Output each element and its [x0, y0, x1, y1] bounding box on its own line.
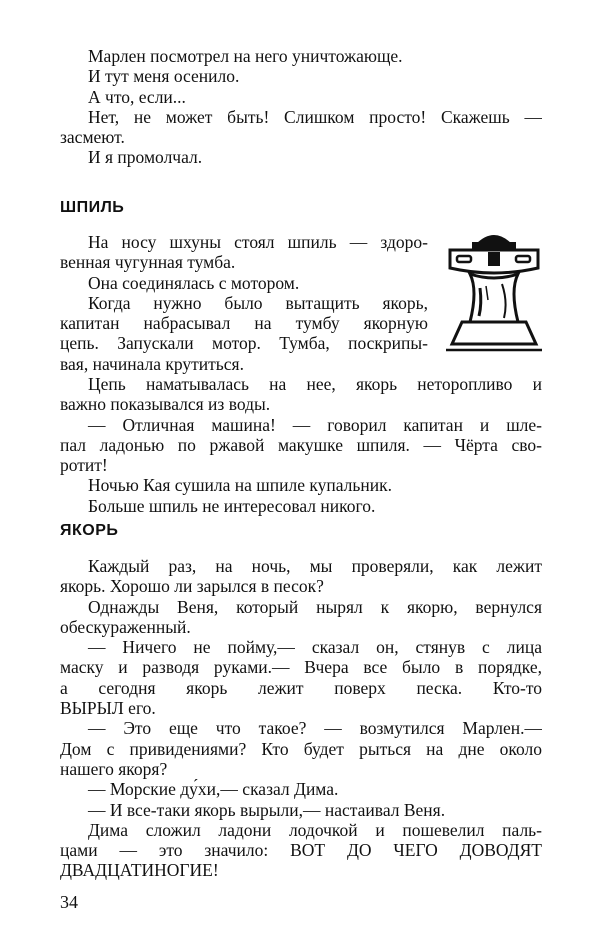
text-line: Ночью Кая сушила на шпиле купальник. [88, 475, 393, 496]
shpil-paragraphs-beside-illustration [60, 232, 428, 374]
text-line: Нет, не может быть! Слишком просто! Скажешь — [88, 106, 542, 127]
text-line: цепь. Запускали мотор. Тумба, поскрипы- [60, 333, 428, 354]
text-line: якорь. Хорошо ли зарылся в песок? [60, 576, 324, 597]
text-line: маску и разводя руками.— Вчера все было в порядке, [60, 657, 542, 678]
text-line: Дом с привидениями? Кто будет рыться на дне около [60, 738, 542, 759]
text-line: цами — это значило: ВОТ ДО ЧЕГО ДОВОДЯТ [60, 840, 542, 861]
text-line: И тут меня осенило. [88, 66, 240, 87]
yakor-paragraphs [60, 556, 542, 881]
text-line: — Это еще что такое? — возмутился Марлен.— [88, 718, 542, 739]
text-line: пал ладонью по ржавой макушке шпиля. — Чёрта сво- [60, 434, 542, 455]
text-line: — Ничего не пойму,— сказал он, стянув с лица [88, 637, 542, 658]
text-line: На носу шхуны стоял шпиль — здоро- [88, 232, 428, 252]
text-line: ВЫРЫЛ его. [60, 698, 156, 719]
text-line: Марлен посмотрел на него уничтожающе. [88, 46, 403, 66]
text-line: нашего якоря? [60, 758, 168, 779]
capstan-illustration [442, 226, 546, 360]
text-line: засмеют. [60, 127, 125, 148]
text-line: венная чугунная тумба. [60, 252, 236, 273]
text-line: Цепь наматывалась на нее, якорь неторопливо и [88, 374, 542, 394]
text-line: вая, начинала крутиться. [60, 353, 244, 374]
shpil-paragraphs-continued [60, 374, 542, 516]
text-line: И я промолчал. [88, 147, 203, 168]
text-line: обескураженный. [60, 616, 191, 637]
text-line: Однажды Веня, который нырял к якорю, вернулся [88, 596, 542, 617]
text-line: Больше шпиль не интересовал никого. [88, 495, 376, 516]
text-line: ДВАДЦАТИНОГИЕ! [60, 860, 219, 881]
text-line: — Морские ду́хи,— сказал Дима. [88, 779, 339, 800]
text-line: Когда нужно было вытащить якорь, [88, 292, 428, 313]
opening-paragraphs [60, 46, 542, 168]
section-heading-shpil: ШПИЛЬ [60, 199, 125, 216]
text-line: — Отличная машина! — говорил капитан и шле- [88, 414, 542, 435]
text-line: А что, если... [88, 86, 186, 107]
text-line: важно показывался из воды. [60, 394, 271, 415]
text-line: Дима сложил ладони лодочкой и пошевелил паль- [88, 819, 542, 840]
section-heading-yakor: ЯКОРЬ [60, 522, 119, 539]
text-line: — И все-таки якорь вырыли,— настаивал Веня. [88, 799, 446, 820]
text-line: Каждый раз, на ночь, мы проверяли, как лежит [88, 556, 542, 576]
text-line: Она соединялась с мотором. [88, 272, 300, 293]
text-line: капитан набрасывал на тумбу якорную [60, 313, 428, 334]
text-line: а сегодня якорь лежит поверх песка. Кто-то [60, 677, 542, 698]
text-line: ротит! [60, 455, 108, 476]
page-number: 34 [60, 892, 78, 912]
